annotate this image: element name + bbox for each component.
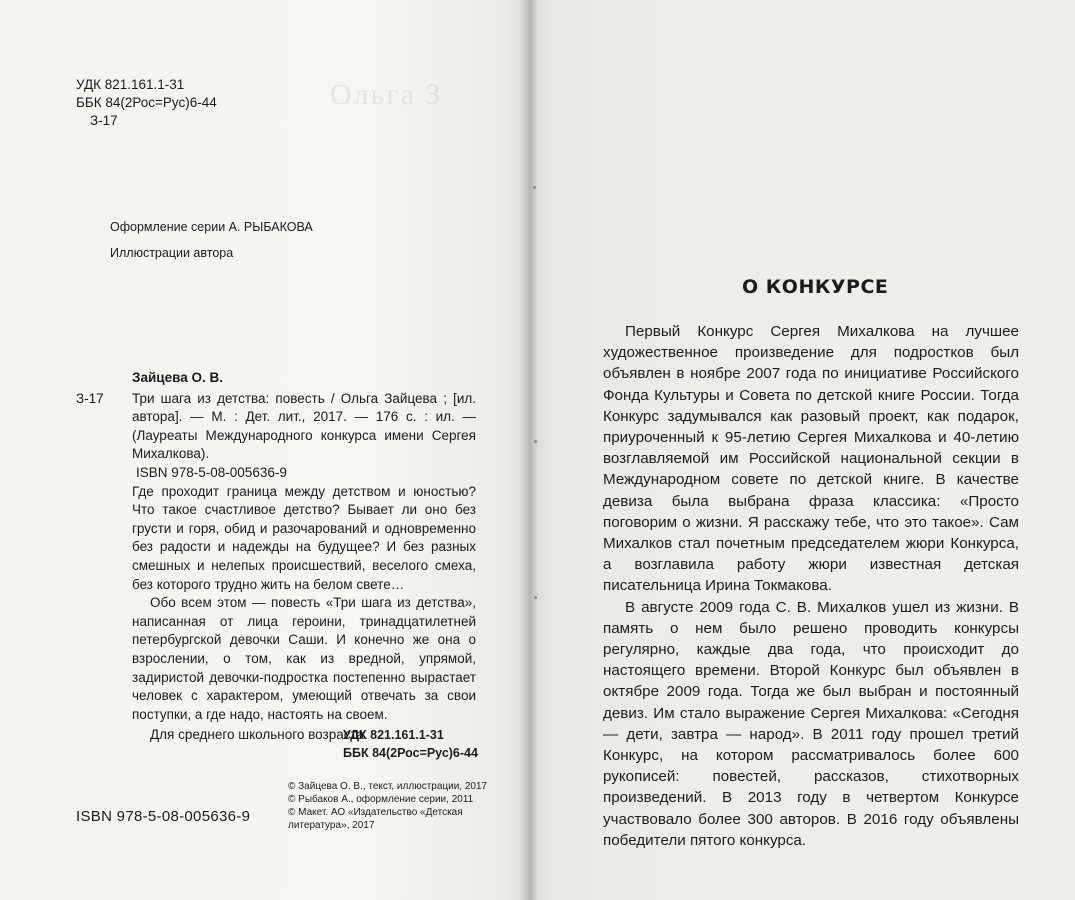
copyright-line: © Зайцева О. В., текст, иллюстрации, 2017 bbox=[288, 781, 488, 792]
bbk-code-bold: ББК 84(2Рос=Рус)6-44 bbox=[343, 746, 478, 760]
age-audience: Для среднего школьного возраста. bbox=[150, 727, 368, 743]
binding-hole bbox=[534, 440, 537, 443]
copyright-block bbox=[288, 780, 487, 832]
classification-bold bbox=[343, 726, 478, 762]
annotation-paragraph: Обо всем этом — повесть «Три шага из детства», написанная от лица героини, тринадцатилетней петербургской девочки Саши. И конечно же она о взрослении, о том, как из вредной, упрямой, задиристой девочки-подростка постепенно вырастает человек с характером, умеющий отвечать за свои поступки, а где надо, настоять на своем. bbox=[132, 595, 476, 722]
body-paragraph: Первый Конкурс Сергея Михалкова на лучшее художественное произведение для подростков был объявлен в ноябре 2007 года по инициативе Российского Фонда Культуры и Совета по детской книге России. Тогда Конкурс задумывался как разовый проект, как подарок, приуроченный к 95-летию Сергея Михалкова и 40-летию возглавляемой им Российской национальной секции в Международном совете по детской книге. В качестве девиза была выбрана фраза классика: «Просто поговорим о жизни. Я расскажу тебе, что это такое». Сам Михалков стал почетным председателем жюри Конкурса, а возглавила работу жюри известная детская писательница Ирина Токмакова. bbox=[603, 323, 1019, 595]
isbn-number: ISBN 978-5-08-005636-9 bbox=[76, 808, 251, 825]
udk-code: УДК 821.161.1-31 bbox=[76, 77, 185, 92]
classification-block bbox=[76, 76, 217, 130]
annotation-paragraph: Где проходит граница между детством и юностью? Что такое счастливое детство? Бывает ли оно без грусти и горя, обид и разочарований и одновременно без радости и надежды на будущее? И без разных смешных и нелепых происшествий, веселого смеха, без которого трудно жить на белом свете… bbox=[132, 483, 476, 592]
entry-author-sign: З-17 bbox=[76, 390, 104, 406]
binding-hole bbox=[534, 596, 537, 599]
series-design-credit: Оформление серии А. РЫБАКОВА bbox=[110, 220, 313, 234]
body-paragraph: В августе 2009 года С. В. Михалков ушел из жизни. В память о нем было решено проводить конкурсы регулярно, каждые два года, что происходит до настоящего времени. Второй Конкурс был объявлен в октябре 2009 года. Тогда же был выбран и постоянный девиз. Им стало выражение Сергея Михалкова: «Сегодня — дети, завтра — народ». В 2011 году прошел третий Конкурс, на котором рассматривалось более 600 рукописей: повестей, рассказов, стихотворных произведений. В 2013 году в четвертом Конкурсе участвовало более 300 авторов. В 2016 году объявлены победители пятого конкурса. bbox=[603, 598, 1019, 849]
about-text bbox=[603, 321, 1019, 851]
udk-code-bold: УДК 821.161.1-31 bbox=[343, 728, 444, 742]
bleed-through-right bbox=[595, 72, 1025, 219]
page-title: О КОНКУРСЕ bbox=[742, 276, 889, 298]
entry-isbn: ISBN 978-5-08-005636-9 bbox=[136, 464, 287, 480]
annotation bbox=[132, 483, 476, 725]
catalog-entry bbox=[76, 369, 476, 745]
author-heading: Зайцева О. В. bbox=[132, 370, 223, 385]
bleed-through-left: Ольга З bbox=[330, 78, 443, 111]
illustrations-credit: Иллюстрации автора bbox=[110, 246, 234, 260]
copyright-line: © Рыбаков А., оформление серии, 2011 bbox=[288, 794, 474, 805]
bibliographic-description: Три шага из детства: повесть / Ольга Зайцева ; [ил. автора]. — М. : Дет. лит., 2017. — 176 с. : ил. — (Лауреаты Международного конкурса имени Сергея Михалкова). bbox=[132, 390, 476, 462]
bbk-code: ББК 84(2Рос=Рус)6-44 bbox=[76, 95, 217, 110]
binding-hole bbox=[533, 186, 536, 189]
author-sign: З-17 bbox=[90, 113, 118, 128]
book-gutter bbox=[520, 0, 538, 900]
copyright-line: © Макет. АО «Издательство «Детская литература», 2017 bbox=[288, 807, 463, 831]
